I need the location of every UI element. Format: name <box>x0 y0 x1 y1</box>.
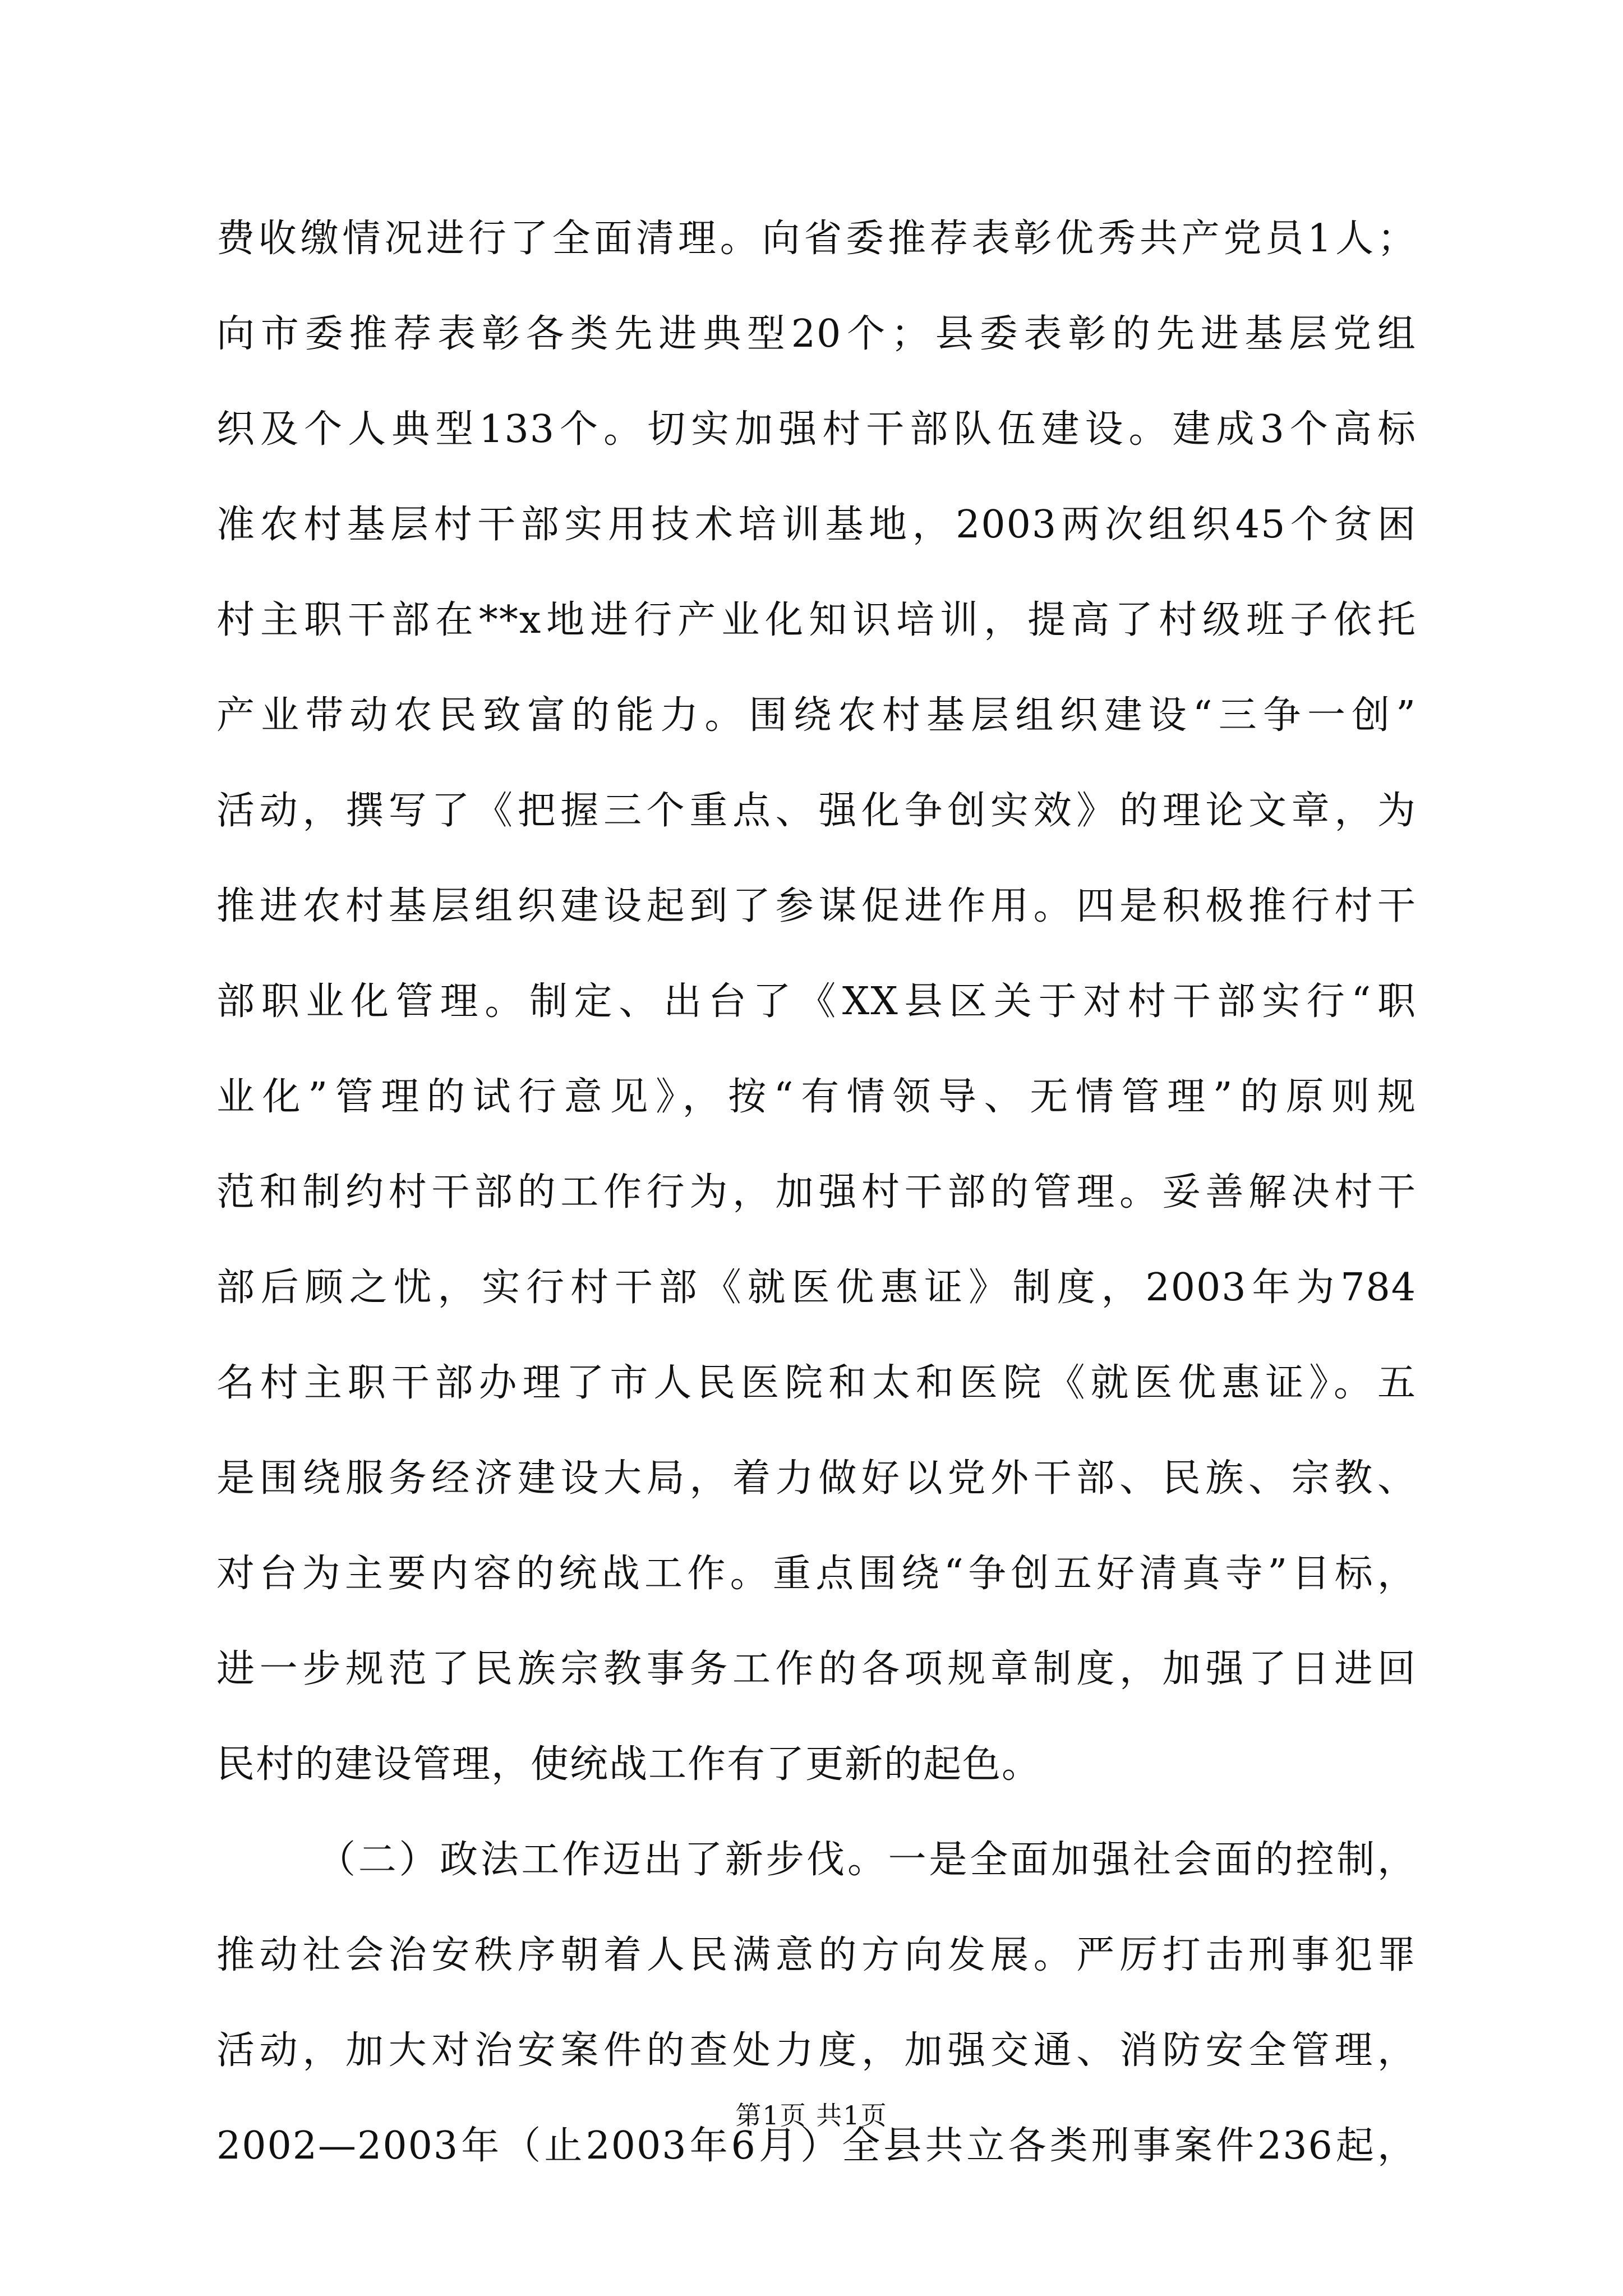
text-line: 进一步规范了民族宗教事务工作的各项规章制度，加强了日进回 <box>216 1647 1417 1691</box>
text-line: 部职业化管理。制定、出台了《XX县区关于对村干部实行“职 <box>216 979 1417 1024</box>
text-line: 范和制约村干部的工作行为，加强村干部的管理。妥善解决村干 <box>216 1170 1417 1214</box>
text-line: 业化”管理的试行意见》，按“有情领导、无情管理”的原则规 <box>216 1075 1417 1119</box>
text-line: 对台为主要内容的统战工作。重点围绕“争创五好清真寺”目标， <box>216 1552 1417 1596</box>
text-line: 织及个人典型133个。切实加强村干部队伍建设。建成3个高标 <box>216 407 1417 452</box>
text-line: 向市委推荐表彰各类先进典型20个；县委表彰的先进基层党组 <box>216 312 1417 356</box>
text-line: 费收缴情况进行了全面清理。向省委推荐表彰优秀共产党员1人； <box>216 217 1417 261</box>
text-line: 名村主职干部办理了市人民医院和太和医院《就医优惠证》。五 <box>216 1361 1417 1405</box>
text-line: （二）政法工作迈出了新步伐。一是全面加强社会面的控制， <box>317 1838 1417 1882</box>
text-line: 准农村基层村干部实用技术培训基地，2003两次组织45个贫困 <box>216 503 1417 547</box>
text-line: 推动社会治安秩序朝着人民满意的方向发展。严厉打击刑事犯罪 <box>216 1933 1417 1977</box>
text-line: 产业带动农民致富的能力。围绕农村基层组织建设“三争一创” <box>216 693 1417 738</box>
text-line: 村主职干部在**x地进行产业化知识培训，提高了村级班子依托 <box>216 598 1417 642</box>
text-line: 2002—2003年（止2003年6月）全县共立各类刑事案件236起， <box>216 2124 1417 2168</box>
body-text <box>216 213 1417 2172</box>
text-line: 部后顾之忧，实行村干部《就医优惠证》制度，2003年为784 <box>216 1266 1417 1310</box>
text-line: 活动，撰写了《把握三个重点、强化争创实效》的理论文章，为 <box>216 789 1417 833</box>
text-line: 活动，加大对治安案件的查处力度，加强交通、消防安全管理， <box>216 2028 1417 2073</box>
text-line: 推进农村基层组织建设起到了参谋促进作用。四是积极推行村干 <box>216 884 1417 928</box>
text-line: 是围绕服务经济建设大局，着力做好以党外干部、民族、宗教、 <box>216 1456 1417 1501</box>
text-line: 民村的建设管理，使统战工作有了更新的起色。 <box>216 1742 1041 1787</box>
page-footer: 第1页 共1页 <box>735 2100 888 2131</box>
